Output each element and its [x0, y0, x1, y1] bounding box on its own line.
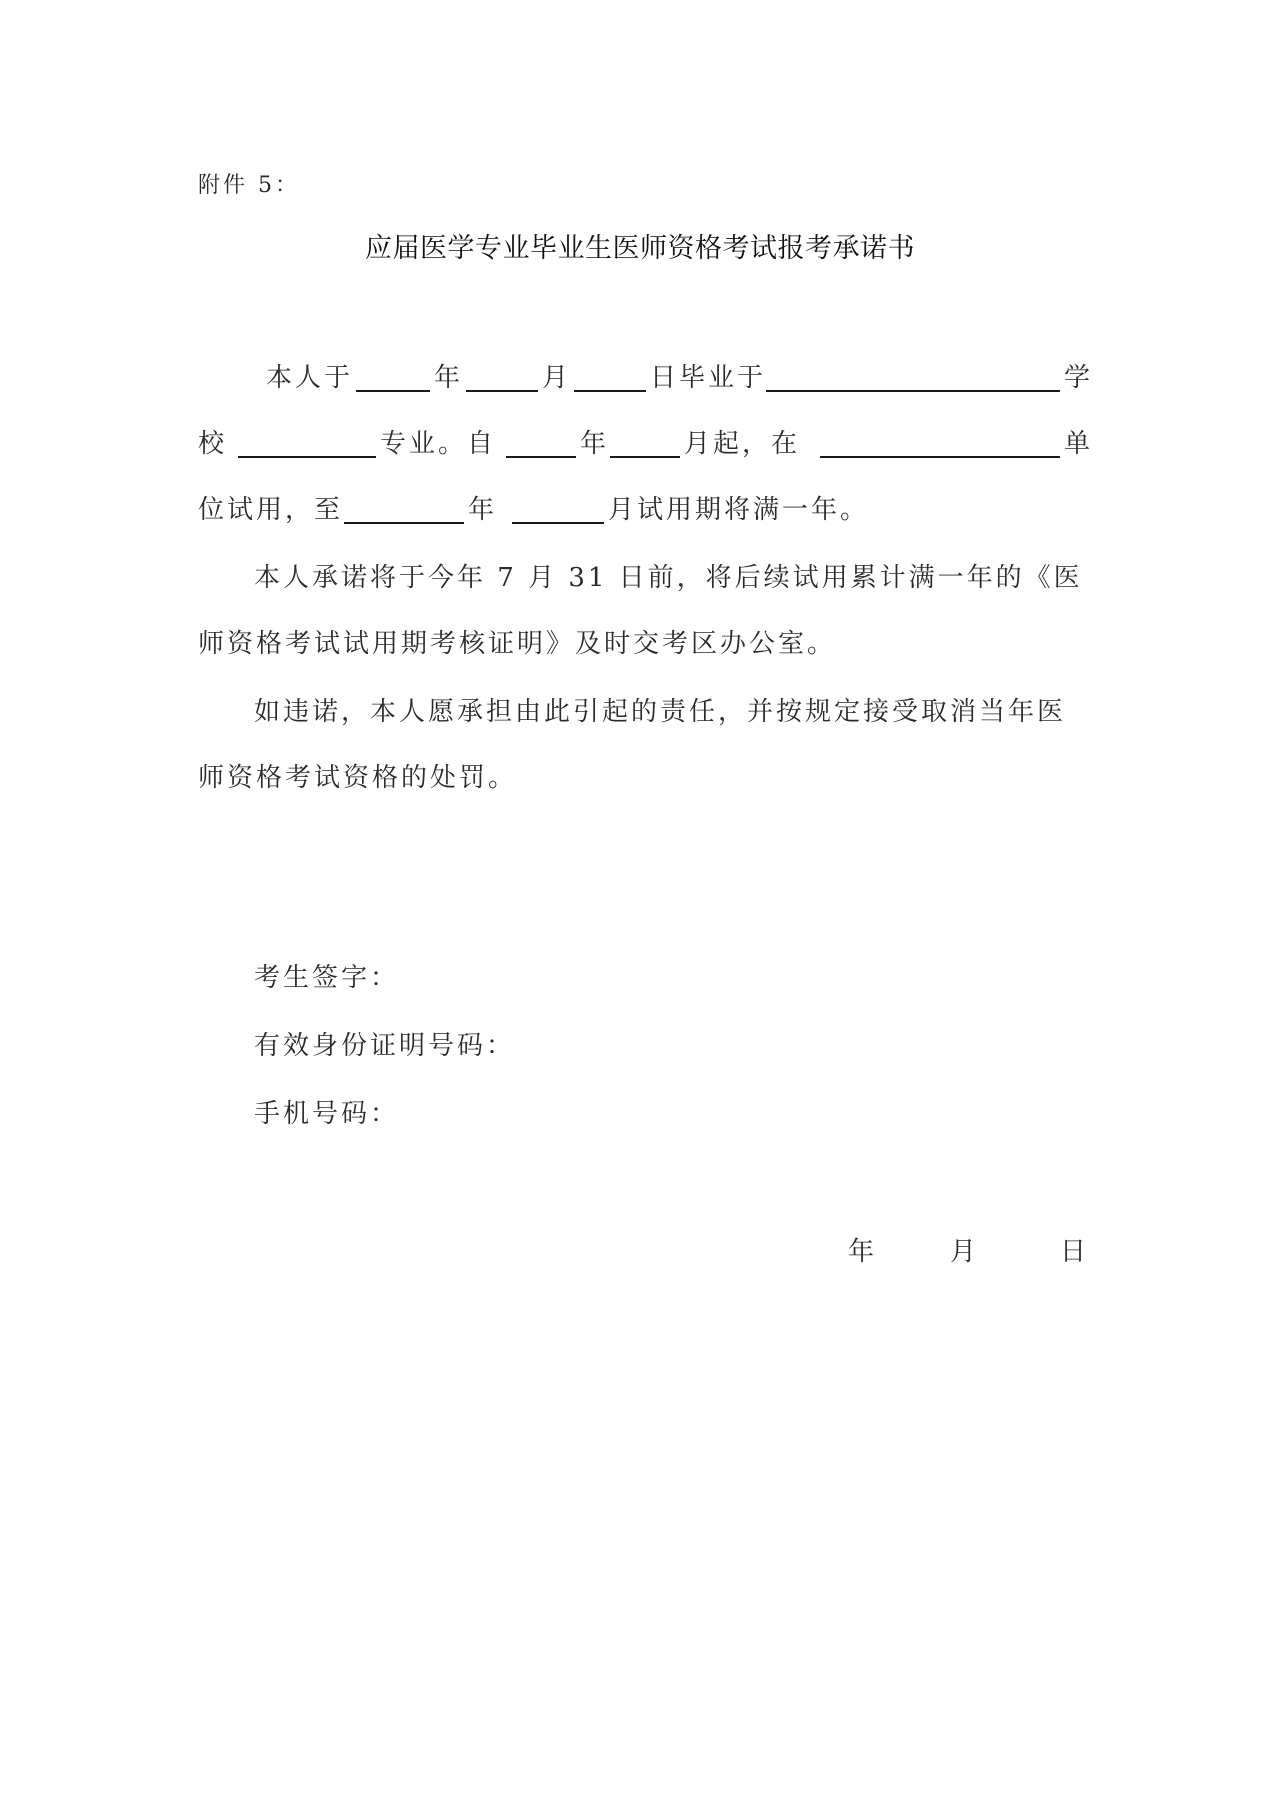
trial-end-year-blank[interactable] — [344, 522, 464, 524]
text-month: 月 — [542, 363, 572, 393]
paragraph-3-line-1: 如违诺，本人愿承担由此引起的责任，并按规定接受取消当年医 — [254, 697, 1067, 727]
major-blank[interactable] — [238, 456, 376, 458]
phone-number-label: 手机号码： — [254, 1099, 400, 1129]
paragraph-2-line-2: 师资格考试试用期考核证明》及时交考区办公室。 — [198, 629, 837, 659]
text-xiao: 校 — [198, 429, 228, 459]
candidate-signature-label: 考生签字： — [254, 963, 400, 993]
text-major-from: 专业。自 — [380, 429, 497, 459]
text-month-start-at: 月起，在 — [684, 429, 801, 459]
text-year-3: 年 — [468, 495, 498, 525]
date-year: 年 — [848, 1237, 875, 1267]
date-month: 月 — [950, 1237, 977, 1267]
graduation-month-blank[interactable] — [466, 390, 538, 392]
attachment-label: 附件 5： — [198, 173, 300, 198]
trial-start-month-blank[interactable] — [610, 456, 680, 458]
document-title: 应届医学专业毕业生医师资格考试报考承诺书 — [365, 233, 915, 264]
paragraph-3-line-2: 师资格考试资格的处罚。 — [198, 763, 518, 793]
graduation-day-blank[interactable] — [574, 390, 646, 392]
paragraph-2-line-1: 本人承诺将于今年 7 月 31 日前，将后续试用累计满一年的《医 — [254, 563, 1083, 593]
text-trial-until: 位试用，至 — [198, 495, 344, 525]
school-name-blank[interactable] — [766, 390, 1060, 392]
text-ben-ren-yu: 本人于 — [266, 363, 354, 393]
trial-end-month-blank[interactable] — [512, 522, 604, 524]
id-number-label: 有效身份证明号码： — [254, 1031, 516, 1061]
text-year: 年 — [434, 363, 464, 393]
trial-start-year-blank[interactable] — [506, 456, 576, 458]
text-graduated-from: 日毕业于 — [650, 363, 767, 393]
text-year-2: 年 — [580, 429, 610, 459]
trial-unit-blank[interactable] — [820, 456, 1060, 458]
date-day: 日 — [1060, 1237, 1087, 1267]
text-dan: 单 — [1064, 429, 1094, 459]
graduation-year-blank[interactable] — [356, 390, 430, 392]
text-trial-full-year: 月试用期将满一年。 — [608, 495, 870, 525]
text-xue: 学 — [1064, 363, 1094, 393]
